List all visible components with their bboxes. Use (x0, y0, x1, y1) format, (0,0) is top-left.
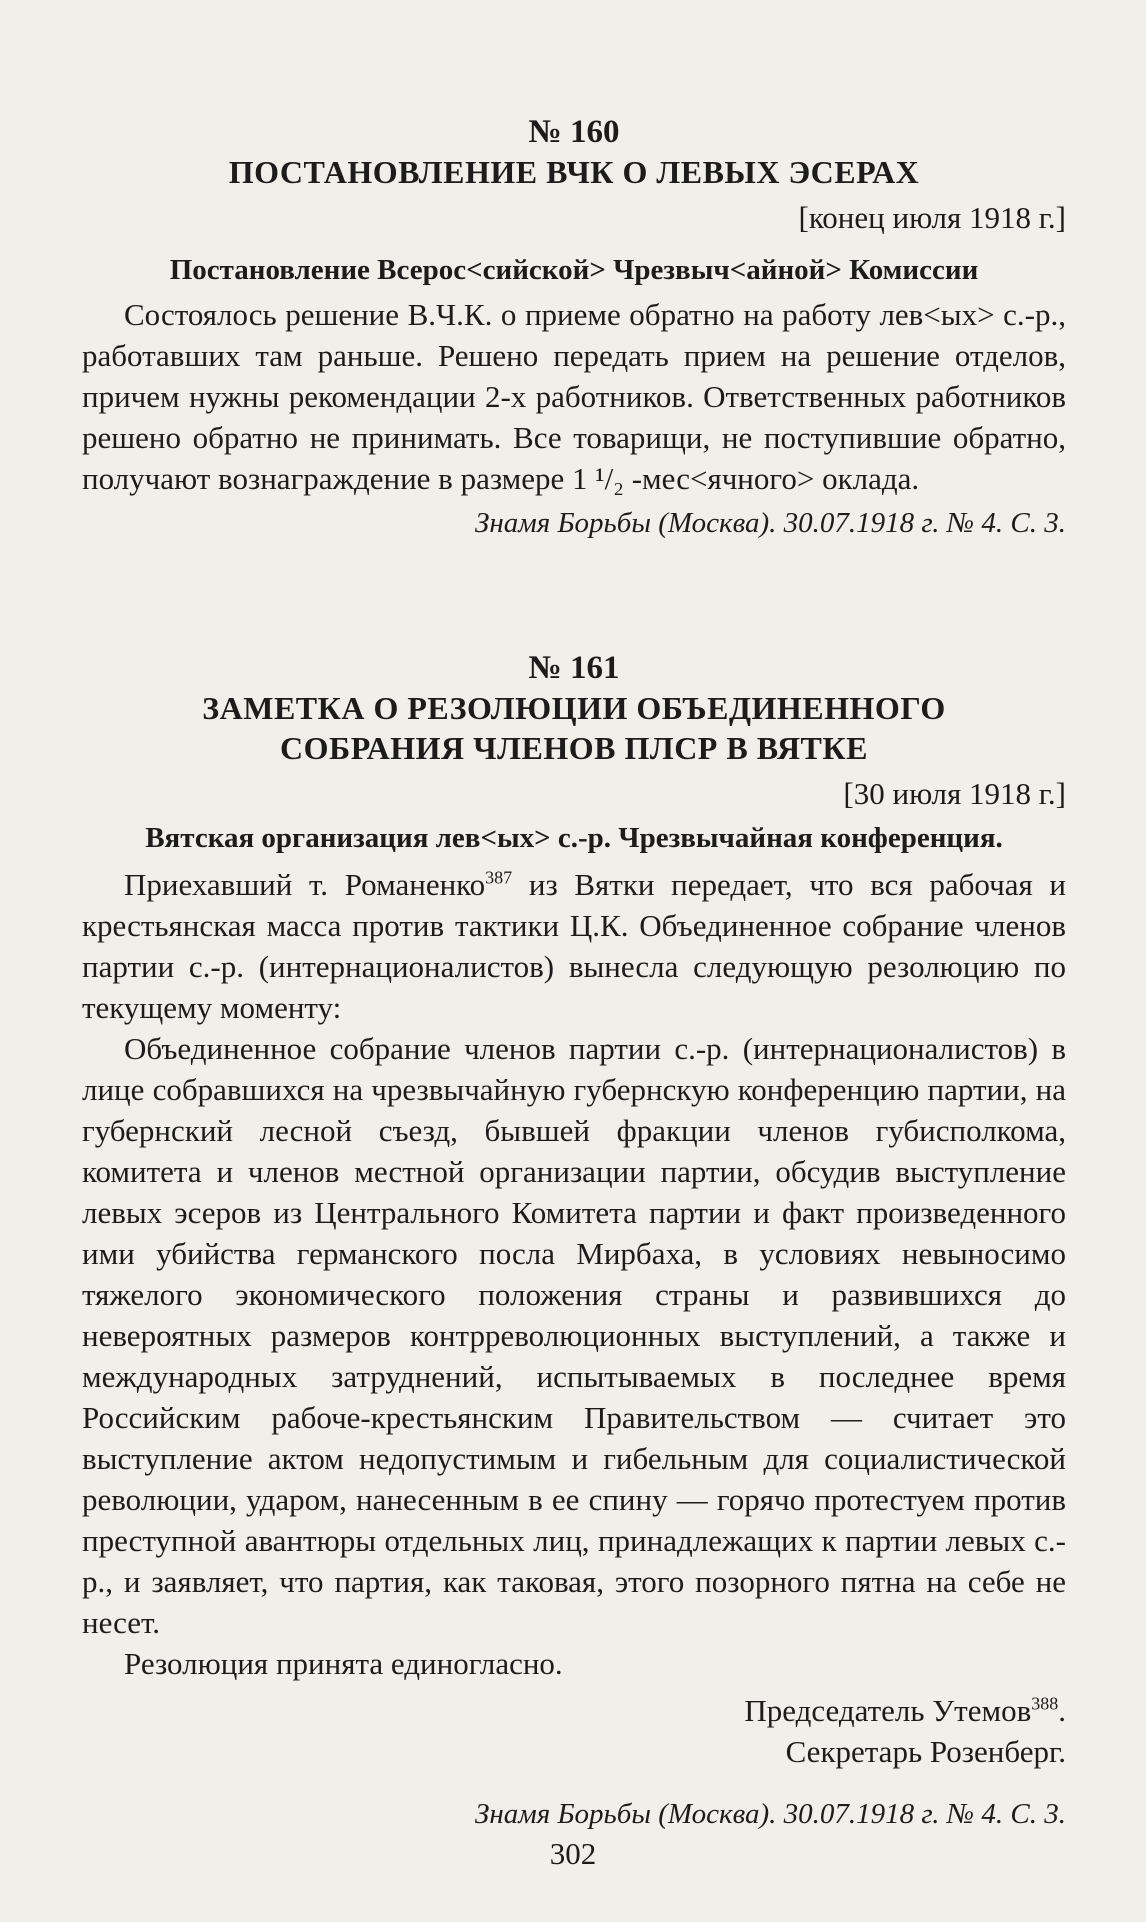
body-paragraph: Резолюция принята единогласно. (124, 1646, 563, 1681)
document-subheading: Постановление Всерос<сийской> Чрезвыч<айной> Комиссии (169, 254, 979, 286)
footnote-ref: 387 (485, 867, 513, 888)
document-title-line: СОБРАНИЯ ЧЛЕНОВ ПЛСР В ВЯТКЕ (280, 730, 868, 766)
body-paragraph (82, 864, 1066, 1028)
body-paragraph: Состоялось решение В.Ч.К. о приеме обратно на работу лев<ых> с.-р., работавших там раньше. Решено передать прием на решение отделов, причем нужны рекомендации 2-х работников. Ответственных работников решено обратно не принимать. Все товарищи, не поступившие обратно, получают вознаграждение в размере 1 ¹/₂ -мес<ячного> оклада. (82, 297, 1066, 496)
document-number: № 160 (528, 114, 620, 150)
resolution-paragraph: Объединенное собрание членов партии с.-р. (интернационалистов) в лице собравшихся на чрезвычайную губернскую конференцию партии, на губернский лесной съезд, бывшей фракции членов губисполкома, комитета и членов местной организации партии, обсудив выступление левых эсеров из Центрального Комитета партии и факт произведенного ими убийства германского посла Мирбаха, в условиях невыносимо тяжелого экономического положения страны и развившихся до невероятных размеров контрреволюционных выступлений, а также и международных затруднений, испытываемых в последнее время Российским рабоче-крестьянским Правительством — считает это выступление актом недопустимым и гибельным для социалистической революции, ударом, нанесенным в ее спину — горячо протестуем против преступной авантюры отдельных лиц, принадлежащих к партии левых с.-р., и заявляет, что партия, как таковая, этого позорного пятна на себе не несет. (82, 1031, 1066, 1640)
text-run: Приехавший т. Романенко (124, 867, 486, 902)
document-161 (82, 648, 1066, 1834)
source-citation: Знамя Борьбы (Москва). 30.07.1918 г. № 4. С. 3. (474, 507, 1066, 539)
text-run: из Вятки передает, что вся рабочая и крестьянская масса против тактики Ц.К. Объединенное собрание членов партии с.-р. (интернационалистов) вынесла следующую резолюцию по текущему моменту: (82, 867, 1066, 1025)
document-date: [30 июля 1918 г.] (843, 776, 1066, 811)
document-subheading: Вятская организация лев<ых> с.-р. Чрезвычайная конференция. (145, 822, 1003, 854)
document-title-line: ЗАМЕТКА О РЕЗОЛЮЦИИ ОБЪЕДИНЕННОГО (202, 690, 946, 726)
signature-secretary: Секретарь Розенберг. (785, 1734, 1066, 1769)
document-160 (82, 112, 1066, 543)
page-number: 302 (549, 1836, 597, 1871)
footnote-ref: 388 (1031, 1693, 1059, 1714)
signature-chairman (82, 1690, 1066, 1731)
document-title: ПОСТАНОВЛЕНИЕ ВЧК О ЛЕВЫХ ЭСЕРАХ (228, 154, 920, 190)
document-number: № 161 (528, 650, 620, 686)
source-citation: Знамя Борьбы (Москва). 30.07.1918 г. № 4. С. 3. (474, 1798, 1066, 1830)
text-run: Председатель Утемов (744, 1693, 1032, 1728)
document-date: [конец июля 1918 г.] (798, 200, 1066, 235)
text-run: . (1058, 1693, 1066, 1728)
